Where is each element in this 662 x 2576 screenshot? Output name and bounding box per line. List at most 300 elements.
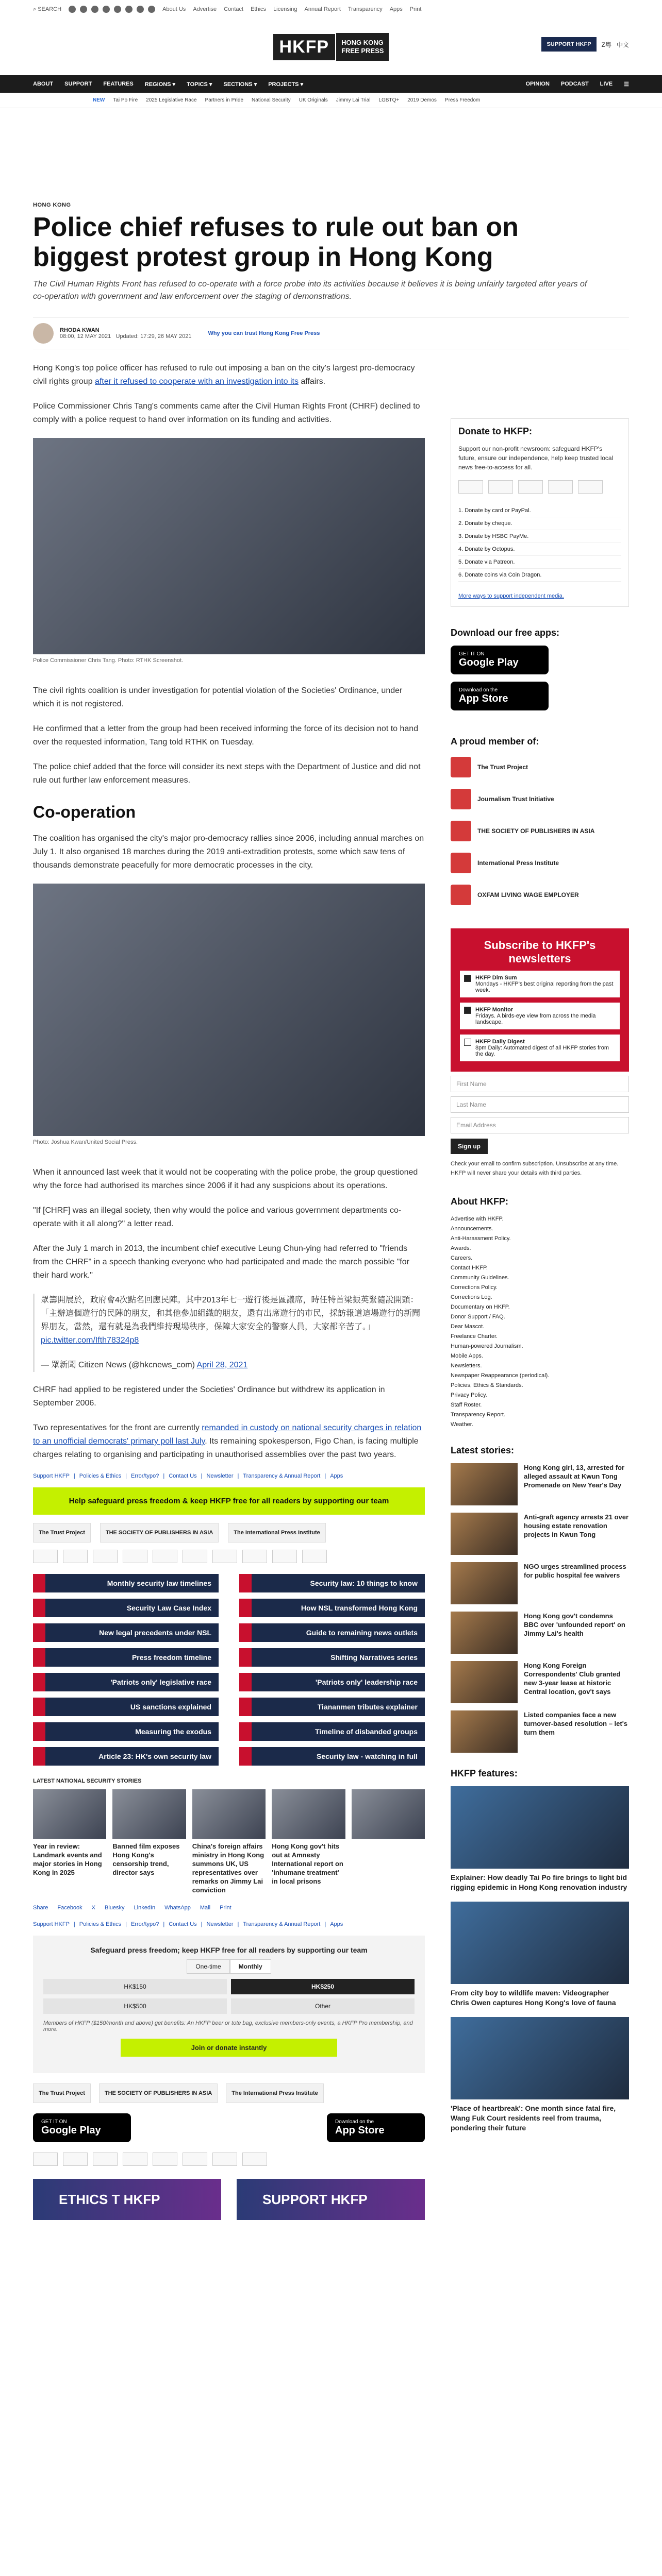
newsletter-option[interactable] bbox=[460, 971, 620, 997]
fps-icon bbox=[242, 2153, 267, 2166]
footer-link[interactable]: Policies & Ethics bbox=[79, 1473, 122, 1479]
lang-cn-link[interactable]: 中文 bbox=[616, 41, 629, 48]
latest-story[interactable] bbox=[451, 1612, 629, 1654]
visa-icon bbox=[63, 2153, 88, 2166]
about-link[interactable]: Dear Mascot. bbox=[451, 1324, 485, 1330]
article-dek: The Civil Human Rights Front has refused to co-operate with a force probe into its activities because it believes it is being unfairly targeted after years of co-operation with government and law enforcement over the staging of demonstrations. bbox=[33, 280, 587, 301]
donate-link[interactable]: 2. Donate by cheque. bbox=[458, 517, 621, 530]
about-link[interactable]: Corrections Policy. bbox=[451, 1284, 498, 1291]
nav-projects[interactable]: PROJECTS ▾ bbox=[268, 81, 304, 88]
latest-story[interactable] bbox=[451, 1463, 629, 1505]
trending-bar bbox=[0, 93, 662, 108]
member-label: Journalism Trust Initiative bbox=[477, 795, 554, 803]
latest-story[interactable] bbox=[451, 1661, 629, 1703]
nss-label: LATEST NATIONAL SECURITY STORIES bbox=[33, 1778, 142, 1784]
nav-sections[interactable]: SECTIONS ▾ bbox=[223, 81, 257, 88]
trending-item[interactable]: 2019 Demos bbox=[407, 97, 437, 103]
embedded-tweet bbox=[33, 1294, 425, 1372]
amount-option[interactable]: Other bbox=[231, 1998, 415, 2014]
article-kicker[interactable]: HONG KONG bbox=[33, 202, 71, 208]
support-banner[interactable]: Help safeguard press freedom & keep HKFP free for all readers by supporting our team bbox=[33, 1487, 425, 1515]
last-name-input[interactable]: Last Name bbox=[451, 1096, 629, 1113]
feature-image bbox=[451, 2017, 629, 2099]
footer-link[interactable]: Apps bbox=[330, 1473, 343, 1479]
paragraph: The civil rights coalition is under investigation for potential violation of the Societies' Ordinance, under which it is not registered. bbox=[33, 686, 403, 708]
sopa-logo[interactable]: THE SOCIETY OF PUBLISHERS IN ASIA bbox=[100, 1523, 219, 1543]
nav-right bbox=[525, 81, 629, 88]
article-footer-links-2: Support HKFP | Policies & Ethics | Error/typo? | Contact Us | Newsletter | Transparency & Annual Report | Apps bbox=[33, 1921, 343, 1927]
trending-item[interactable]: 2025 Legislative Race bbox=[146, 97, 197, 103]
explainer-tiles bbox=[33, 1574, 425, 1766]
explainer-tile[interactable]: US sanctions explained bbox=[33, 1698, 219, 1716]
paragraph: "If [CHRF] was an illegal society, then why would the police and various government departments co-operate with it all along?" a letter read. bbox=[33, 1206, 402, 1228]
donate-link[interactable]: 4. Donate by Octopus. bbox=[458, 543, 621, 556]
footer-link[interactable]: Apps bbox=[330, 1921, 343, 1927]
paragraph-text: . Its remaining spokesperson, Figo Chan, is facing multiple charges relating to organising and participating in unauthorised assemblies over the past two years. bbox=[33, 1437, 419, 1459]
first-name-input[interactable]: First Name bbox=[451, 1076, 629, 1092]
search-label: SEARCH bbox=[38, 6, 62, 12]
support-hkfp-button[interactable]: SUPPORT HKFP bbox=[541, 37, 596, 52]
join-donate-button[interactable]: Join or donate instantly bbox=[121, 2039, 337, 2057]
about-link[interactable]: Human-powered Journalism. bbox=[451, 1343, 523, 1349]
tweet-text bbox=[41, 1294, 425, 1347]
explainer-tile[interactable]: Shifting Narratives series bbox=[239, 1648, 425, 1667]
feature-image bbox=[451, 1786, 629, 1869]
octopus-icon bbox=[242, 1550, 267, 1563]
section-heading: Co-operation bbox=[33, 803, 136, 821]
member-item[interactable] bbox=[451, 850, 629, 876]
latest-headline: Anti-graft agency arrests 21 over housing estate renovation projects in Kwun Tong bbox=[524, 1513, 629, 1538]
paragraph-text: Hong Kong's top police officer has refused to rule out imposing a ban on the city's largest pro-democracy civil rights group bbox=[33, 364, 415, 386]
newsletter-note: Check your email to confirm subscription. Unsubscribe at any time. HKFP will never share your details with third parties. bbox=[451, 1161, 619, 1176]
mastercard-icon bbox=[33, 2153, 58, 2166]
newsletter-widget bbox=[451, 928, 629, 1072]
new-badge: NEW bbox=[93, 97, 105, 103]
nav-opinion[interactable]: OPINION bbox=[525, 80, 550, 87]
nav-features[interactable]: FEATURES bbox=[103, 80, 134, 87]
nss-card[interactable] bbox=[352, 1789, 425, 1894]
share-whatsapp[interactable]: WhatsApp bbox=[164, 1905, 191, 1911]
about-link[interactable]: Policies, Ethics & Standards. bbox=[451, 1382, 523, 1388]
member-label: International Press Institute bbox=[477, 859, 559, 867]
signup-button[interactable]: Sign up bbox=[451, 1139, 488, 1154]
explainer-tile[interactable]: Security law - watching in full bbox=[239, 1747, 425, 1766]
nl-name: HKFP Daily Digest bbox=[475, 1039, 525, 1045]
article-footer-links: Support HKFP | Policies & Ethics | Error/typo? | Contact Us | Newsletter | Transparency & Annual Report | Apps bbox=[33, 1473, 343, 1479]
visa-icon bbox=[488, 480, 513, 494]
article-wrapper bbox=[0, 202, 662, 2220]
app-store-buttons bbox=[33, 2113, 425, 2142]
explainer-tile[interactable]: 'Patriots only' legislative race bbox=[33, 1673, 219, 1691]
fps-icon bbox=[272, 1550, 297, 1563]
explainer-tile[interactable]: Guide to remaining news outlets bbox=[239, 1623, 425, 1642]
share-linkedin[interactable]: LinkedIn bbox=[134, 1905, 156, 1911]
masthead bbox=[0, 19, 662, 75]
protest-photo bbox=[33, 884, 425, 1136]
tweet-pic-link[interactable]: pic.twitter.com/Ifth78324p8 bbox=[41, 1336, 139, 1345]
donate-link[interactable]: 3. Donate by HSBC PayMe. bbox=[458, 530, 621, 543]
menu-icon[interactable]: ☰ bbox=[624, 81, 629, 88]
top-link-print[interactable]: Print bbox=[409, 6, 422, 12]
paragraph: When it announced last week that it would not be cooperating with the police probe, the group questioned why the force had authorised its marches since 2006 if it had any suspicions about its operations. bbox=[33, 1168, 418, 1190]
nss-thumb bbox=[352, 1789, 425, 1839]
footer-link[interactable]: Support HKFP bbox=[33, 1473, 70, 1479]
latest-headline: Hong Kong girl, 13, arrested for alleged assault at Kwun Tong Promenade on New Year's Day bbox=[524, 1464, 625, 1489]
explainer-tile[interactable]: Press freedom timeline bbox=[33, 1648, 219, 1667]
tweet-body: 眾籌開展於，政府會4次點名回應民陣。其中2013年七一遊行後是區議席，時任特首梁振英緊隨說開頭：「主辦這個遊行的民陣的朋友，和其他參加組織的朋友，還有出席遊行的市民，採訪報道這場遊行的新聞界朋友，當然，還有就是為我們維持現場秩序，保障大家安全的警察人員，大家都辛苦了。」 bbox=[41, 1296, 421, 1331]
gp-big: Google Play bbox=[41, 2125, 101, 2136]
nl-name: HKFP Dim Sum bbox=[475, 975, 517, 981]
nss-thumb bbox=[192, 1789, 266, 1839]
donate-payment-icons bbox=[458, 480, 621, 496]
features-title: HKFP features: bbox=[451, 1768, 518, 1778]
footer-link[interactable]: Contact Us bbox=[169, 1473, 197, 1479]
paypal-icon bbox=[153, 1550, 177, 1563]
jcb-icon bbox=[123, 1550, 147, 1563]
explainer-tile[interactable]: 'Patriots only' leadership race bbox=[239, 1673, 425, 1691]
nl-option-text bbox=[475, 1039, 616, 1057]
trending-item[interactable]: UK Originals bbox=[299, 97, 328, 103]
jcb-icon bbox=[548, 480, 573, 494]
latest-headline: NGO urges streamlined process for public hospital fee waivers bbox=[524, 1563, 626, 1579]
footer-link[interactable]: Newsletter bbox=[206, 1921, 234, 1927]
explainer-tile[interactable]: How NSL transformed Hong Kong bbox=[239, 1599, 425, 1617]
as-small: Download on the bbox=[335, 2119, 374, 2125]
top-links bbox=[33, 6, 421, 13]
top-link-ethics[interactable]: Ethics bbox=[251, 6, 267, 12]
nav-live[interactable]: LIVE bbox=[600, 80, 613, 87]
latest-thumb bbox=[451, 1463, 518, 1505]
support-promo[interactable]: SUPPORT HKFP bbox=[237, 2179, 425, 2220]
donate-link[interactable]: 6. Donate coins via Coin Dragon. bbox=[458, 569, 621, 582]
frequency-tabs bbox=[43, 1959, 415, 1974]
explainer-tile[interactable]: Article 23: HK's own security law bbox=[33, 1747, 219, 1766]
donation-title: Safeguard press freedom; keep HKFP free for all readers by supporting our team bbox=[90, 1946, 368, 1954]
explainer-tile[interactable]: New legal precedents under NSL bbox=[33, 1623, 219, 1642]
trust-project-logo[interactable]: The Trust Project bbox=[33, 1523, 91, 1543]
latest-thumb bbox=[451, 1562, 518, 1604]
footer-link[interactable]: Contact Us bbox=[169, 1921, 197, 1927]
tweet-source bbox=[41, 1359, 425, 1372]
about-link[interactable]: Anti-Harassment Policy. bbox=[451, 1235, 511, 1242]
nss-title: China's foreign affairs ministry in Hong Kong summons UK, US representatives over remarks on Jimmy Lai conviction bbox=[192, 1842, 264, 1894]
instagram-icon[interactable] bbox=[91, 6, 98, 13]
site-logo[interactable] bbox=[273, 33, 389, 61]
youtube-icon[interactable] bbox=[114, 6, 121, 13]
trending-item[interactable]: Jimmy Lai Trial bbox=[336, 97, 371, 103]
nss-thumb bbox=[112, 1789, 186, 1839]
amex-icon bbox=[93, 2153, 118, 2166]
nl-desc: Mondays - HKFP's best original reporting from the past week. bbox=[475, 981, 614, 993]
member-logos bbox=[33, 1523, 425, 1543]
share-bar bbox=[33, 1905, 425, 1911]
nl-option-text bbox=[475, 975, 616, 993]
feature-card[interactable] bbox=[451, 2017, 629, 2133]
paragraph: CHRF had applied to be registered under the Societies' Ordinance but withdrew its application in September 2006. bbox=[33, 1385, 385, 1408]
mastercard-icon bbox=[33, 1550, 58, 1563]
nss-grid bbox=[33, 1789, 425, 1894]
share-bluesky[interactable]: Bluesky bbox=[105, 1905, 125, 1911]
applepay-icon bbox=[302, 1550, 327, 1563]
author-avatar bbox=[33, 323, 54, 344]
sidebar bbox=[451, 362, 629, 2220]
rss-icon[interactable] bbox=[148, 6, 155, 13]
share-x[interactable]: X bbox=[91, 1905, 96, 1911]
newsletter-title: Subscribe to HKFP's newsletters bbox=[484, 939, 596, 965]
footer-link[interactable]: Support HKFP bbox=[33, 1921, 70, 1927]
nss-card[interactable] bbox=[112, 1789, 186, 1894]
ipi-logo[interactable]: The International Press Institute bbox=[228, 1523, 325, 1543]
feature-card[interactable] bbox=[451, 1786, 629, 1892]
logo-text bbox=[335, 33, 389, 61]
checkbox-icon[interactable] bbox=[464, 1007, 471, 1014]
as-big: App Store bbox=[459, 693, 508, 704]
about-link[interactable]: Contact HKFP. bbox=[451, 1265, 488, 1271]
apps-title: Download our free apps: bbox=[451, 628, 560, 638]
social-icons bbox=[69, 6, 155, 13]
email-input[interactable]: Email Address bbox=[451, 1117, 629, 1133]
paragraph: After the July 1 march in 2013, the incumbent chief executive Leung Chun-ying had referred to "friends from the CHRF" in a speech thanking everyone who had participated and made the march possible "for their hard work." bbox=[33, 1244, 409, 1280]
paypal-icon bbox=[153, 2153, 177, 2166]
byline bbox=[33, 317, 629, 349]
latest-headline: Hong Kong Foreign Correspondents' Club granted new 3-year lease at historic Central location, gov't says bbox=[524, 1662, 621, 1696]
more-ways-link[interactable]: More ways to support independent media. bbox=[458, 593, 564, 599]
nav-topics[interactable]: TOPICS ▾ bbox=[187, 81, 212, 88]
explainer-tile[interactable]: Timeline of disbanded groups bbox=[239, 1722, 425, 1741]
about-link[interactable]: Careers. bbox=[451, 1255, 473, 1261]
latest-thumb bbox=[451, 1661, 518, 1703]
sidebar-google-play[interactable] bbox=[451, 646, 549, 674]
newsletter-option[interactable] bbox=[460, 1003, 620, 1029]
explainer-tile[interactable]: Tiananmen tributes explainer bbox=[239, 1698, 425, 1716]
ethics-promo[interactable]: ETHICS T HKFP bbox=[33, 2179, 221, 2220]
latest-thumb bbox=[451, 1513, 518, 1555]
donate-title: Donate to HKFP: bbox=[458, 426, 532, 436]
amount-option[interactable]: HK$250 bbox=[231, 1979, 415, 1994]
checkbox-icon[interactable] bbox=[464, 975, 471, 982]
newsletter-option[interactable] bbox=[460, 1035, 620, 1061]
nss-card[interactable] bbox=[192, 1789, 266, 1894]
gp-big: Google Play bbox=[459, 657, 519, 668]
nss-card[interactable] bbox=[33, 1789, 106, 1894]
top-bar bbox=[0, 0, 662, 19]
member-item[interactable] bbox=[451, 818, 629, 844]
trending-item[interactable]: National Security bbox=[252, 97, 291, 103]
about-link[interactable]: Announcements. bbox=[451, 1226, 493, 1232]
share-facebook[interactable]: Facebook bbox=[57, 1905, 82, 1911]
top-link-advertise[interactable]: Advertise bbox=[193, 6, 217, 12]
amount-option[interactable]: HK$150 bbox=[43, 1979, 227, 1994]
latest-title: Latest stories: bbox=[451, 1445, 515, 1455]
logo-main: HKFP bbox=[273, 34, 336, 60]
feature-headline: Explainer: How deadly Tai Po fire brings to light bid rigging epidemic in Hong Kong renovation industry bbox=[451, 1873, 627, 1891]
as-small: Download on the bbox=[459, 687, 498, 693]
telegram-icon[interactable] bbox=[137, 6, 144, 13]
sidebar-app-store[interactable] bbox=[451, 682, 549, 710]
trending-item[interactable]: Press Freedom bbox=[444, 97, 481, 103]
top-link-transparency[interactable]: Transparency bbox=[347, 6, 383, 12]
main-nav bbox=[0, 75, 662, 93]
nav-about[interactable]: ABOUT bbox=[33, 80, 54, 87]
donate-text: Support our non-profit newsroom: safeguard HKFP's future, ensure our independence, help keep trusted local news free-to-access for all. bbox=[458, 445, 614, 471]
nav-regions[interactable]: REGIONS ▾ bbox=[144, 81, 176, 88]
sopa-icon bbox=[451, 821, 471, 841]
jti-icon bbox=[451, 789, 471, 809]
tab-monthly[interactable]: Monthly bbox=[230, 1959, 271, 1974]
gp-small: GET IT ON bbox=[41, 2119, 67, 2125]
about-link[interactable]: Weather. bbox=[451, 1421, 473, 1428]
member-note: Members of HKFP ($150/month and above) get benefits: An HKFP beer or tote bag, exclusive members-only events, a HKFP Pro membership, and more. bbox=[43, 2020, 413, 2032]
nl-option-text bbox=[475, 1007, 616, 1025]
latest-headline: Listed companies face a new turnover-based resolution – let's turn them bbox=[524, 1711, 628, 1736]
about-link[interactable]: Transparency Report. bbox=[451, 1412, 505, 1418]
donate-link[interactable]: 1. Donate by card or PayPal. bbox=[458, 504, 621, 517]
about-link[interactable]: Donor Support / FAQ. bbox=[451, 1314, 505, 1320]
paragraph-text: affairs. bbox=[298, 377, 326, 386]
sopa-logo[interactable]: THE SOCIETY OF PUBLISHERS IN ASIA bbox=[99, 2083, 218, 2103]
trust-project-logo[interactable]: The Trust Project bbox=[33, 2083, 91, 2103]
google-play-button[interactable] bbox=[33, 2113, 131, 2142]
about-link[interactable]: Advertise with HKFP. bbox=[451, 1216, 504, 1222]
footer-link[interactable]: Transparency & Annual Report bbox=[243, 1473, 321, 1479]
photo-caption: Police Commissioner Chris Tang. Photo: RTHK Screenshot. bbox=[33, 657, 184, 664]
app-store-button[interactable] bbox=[327, 2113, 425, 2142]
about-link[interactable]: Privacy Policy. bbox=[451, 1392, 487, 1398]
about-link[interactable]: Newspaper Reappearance (periodical). bbox=[451, 1372, 550, 1379]
footer-link[interactable]: Newsletter bbox=[206, 1473, 234, 1479]
about-link[interactable]: Corrections Log. bbox=[451, 1294, 492, 1300]
nss-card[interactable] bbox=[272, 1789, 345, 1894]
latest-thumb bbox=[451, 1612, 518, 1654]
about-list bbox=[451, 1214, 629, 1430]
tweet-date-link[interactable]: April 28, 2021 bbox=[196, 1361, 248, 1369]
top-link-apps[interactable]: Apps bbox=[389, 6, 403, 12]
gp-small: GET IT ON bbox=[459, 651, 485, 657]
feature-headline: From city boy to wildlife maven: Videographer Chris Owen captures Hong Kong's love of fauna bbox=[451, 1989, 616, 2007]
search-button[interactable]: ⌕ SEARCH bbox=[33, 6, 62, 12]
as-big: App Store bbox=[335, 2125, 385, 2136]
logo-line1: HONG KONG bbox=[341, 39, 384, 46]
investigation-link[interactable]: after it refused to cooperate with an investigation into its bbox=[95, 377, 299, 386]
donation-box bbox=[33, 1936, 425, 2073]
paragraph: He confirmed that a letter from the group had been received informing the force of its decision not to hand over the requested information, Tang told RTHK on Tuesday. bbox=[33, 724, 419, 747]
lang-zh-link[interactable]: Z粵 bbox=[601, 41, 611, 48]
top-link-contact[interactable]: Contact bbox=[224, 6, 244, 12]
ipi-logo[interactable]: The International Press Institute bbox=[226, 2083, 323, 2103]
nss-thumb bbox=[272, 1789, 345, 1839]
unionpay-icon bbox=[183, 2153, 207, 2166]
about-link[interactable]: Newsletters. bbox=[451, 1363, 482, 1369]
remanded-link[interactable]: remanded in custody on national security charges in relation to an unofficial democrats' primary poll last July bbox=[33, 1423, 422, 1446]
member-item[interactable] bbox=[451, 882, 629, 908]
nss-title: Hong Kong gov't hits out at Amnesty International report on 'inhumane treatment' in local prisons bbox=[272, 1842, 343, 1885]
ipi-icon bbox=[451, 853, 471, 873]
bluesky-icon[interactable] bbox=[125, 6, 133, 13]
donate-link[interactable]: 5. Donate via Patreon. bbox=[458, 556, 621, 569]
share-label: Share bbox=[33, 1905, 48, 1911]
payment-icons bbox=[33, 1550, 425, 1566]
share-mail[interactable]: Mail bbox=[200, 1905, 211, 1911]
feature-card[interactable] bbox=[451, 1902, 629, 2008]
article-body bbox=[33, 362, 425, 2220]
about-link[interactable]: Community Guidelines. bbox=[451, 1275, 509, 1281]
nss-thumb bbox=[33, 1789, 106, 1839]
nav-support[interactable]: SUPPORT bbox=[64, 80, 92, 87]
top-link-licensing[interactable]: Licensing bbox=[273, 6, 297, 12]
mastercard-icon bbox=[458, 480, 483, 494]
bottom-member-logos bbox=[33, 2083, 425, 2103]
latest-story[interactable] bbox=[451, 1710, 629, 1753]
about-link[interactable]: Awards. bbox=[451, 1245, 471, 1251]
nl-desc: 8pm Daily: Automated digest of all HKFP stories from the day. bbox=[475, 1045, 609, 1057]
top-link-annual-report[interactable]: Annual Report bbox=[304, 6, 341, 12]
trending-item[interactable]: Tai Po Fire bbox=[113, 97, 138, 103]
donate-widget bbox=[451, 418, 629, 607]
threads-icon[interactable] bbox=[103, 6, 110, 13]
amount-option[interactable]: HK$500 bbox=[43, 1998, 227, 2014]
author-name[interactable]: RHODA KWAN bbox=[60, 327, 100, 333]
footer-link[interactable]: Error/typo? bbox=[130, 1921, 159, 1927]
facebook-icon[interactable] bbox=[69, 6, 76, 13]
feature-image bbox=[451, 1902, 629, 1984]
latest-story[interactable] bbox=[451, 1562, 629, 1604]
explainer-tile[interactable]: Monthly security law timelines bbox=[33, 1574, 219, 1592]
jcb-icon bbox=[123, 2153, 147, 2166]
trending-item[interactable]: Partners in Pride bbox=[205, 97, 244, 103]
footer-link[interactable]: Transparency & Annual Report bbox=[243, 1921, 321, 1927]
x-icon[interactable] bbox=[80, 6, 87, 13]
oxfam-icon bbox=[451, 885, 471, 905]
top-link-about[interactable]: About Us bbox=[162, 6, 186, 12]
article-title: Police chief refuses to rule out ban on biggest protest group in Hong Kong bbox=[33, 212, 519, 272]
paragraph bbox=[33, 362, 425, 388]
footer-link[interactable]: Policies & Ethics bbox=[79, 1921, 122, 1927]
about-link[interactable]: Mobile Apps. bbox=[451, 1353, 483, 1359]
publish-date: 08:00, 12 MAY 2021 bbox=[60, 333, 111, 340]
latest-story[interactable] bbox=[451, 1513, 629, 1555]
share-print[interactable]: Print bbox=[220, 1905, 231, 1911]
nav-podcast[interactable]: PODCAST bbox=[560, 80, 589, 87]
tab-one-time[interactable]: One-time bbox=[187, 1959, 229, 1974]
paragraph: The coalition has organised the city's major pro-democracy rallies since 2006, including annual marches on July 1. It also organised 18 marches during the 2019 anti-extradition protests, some which saw tens of thousands demonstrate peacefully for more democratic processes in the city. bbox=[33, 834, 424, 870]
amex-icon bbox=[518, 480, 543, 494]
payme-icon bbox=[212, 2153, 237, 2166]
visa-icon bbox=[63, 1550, 88, 1563]
about-link[interactable]: Freelance Charter. bbox=[451, 1333, 498, 1340]
trust-project-icon bbox=[451, 757, 471, 777]
trending-item[interactable]: LGBTQ+ bbox=[378, 97, 400, 103]
footer-link[interactable]: Error/typo? bbox=[130, 1473, 159, 1479]
member-label: OXFAM LIVING WAGE EMPLOYER bbox=[477, 891, 579, 899]
about-link[interactable]: Documentary on HKFP. bbox=[451, 1304, 510, 1310]
member-item[interactable] bbox=[451, 786, 629, 812]
nss-title: Year in review: Landmark events and major stories in Hong Kong in 2025 bbox=[33, 1842, 102, 1876]
explainer-tile[interactable]: Measuring the exodus bbox=[33, 1722, 219, 1741]
member-label: The Trust Project bbox=[477, 764, 528, 771]
explainer-tile[interactable]: Security law: 10 things to know bbox=[239, 1574, 425, 1592]
checkbox-icon[interactable] bbox=[464, 1039, 471, 1046]
logo-line2: FREE PRESS bbox=[341, 47, 384, 55]
explainer-tile[interactable]: Security Law Case Index bbox=[33, 1599, 219, 1617]
paragraph: Police Commissioner Chris Tang's comments came after the Civil Human Rights Front (CHRF) declined to comply with a police request to hand over information on its funding and activities. bbox=[33, 402, 420, 424]
bottom-payment-icons bbox=[33, 2153, 425, 2168]
amount-options bbox=[43, 1979, 415, 2014]
member-item[interactable] bbox=[451, 754, 629, 780]
why-trust-link[interactable]: Why you can trust Hong Kong Free Press bbox=[208, 330, 320, 336]
amex-icon bbox=[93, 1550, 118, 1563]
about-link[interactable]: Staff Roster. bbox=[451, 1402, 482, 1408]
latest-thumb bbox=[451, 1710, 518, 1753]
